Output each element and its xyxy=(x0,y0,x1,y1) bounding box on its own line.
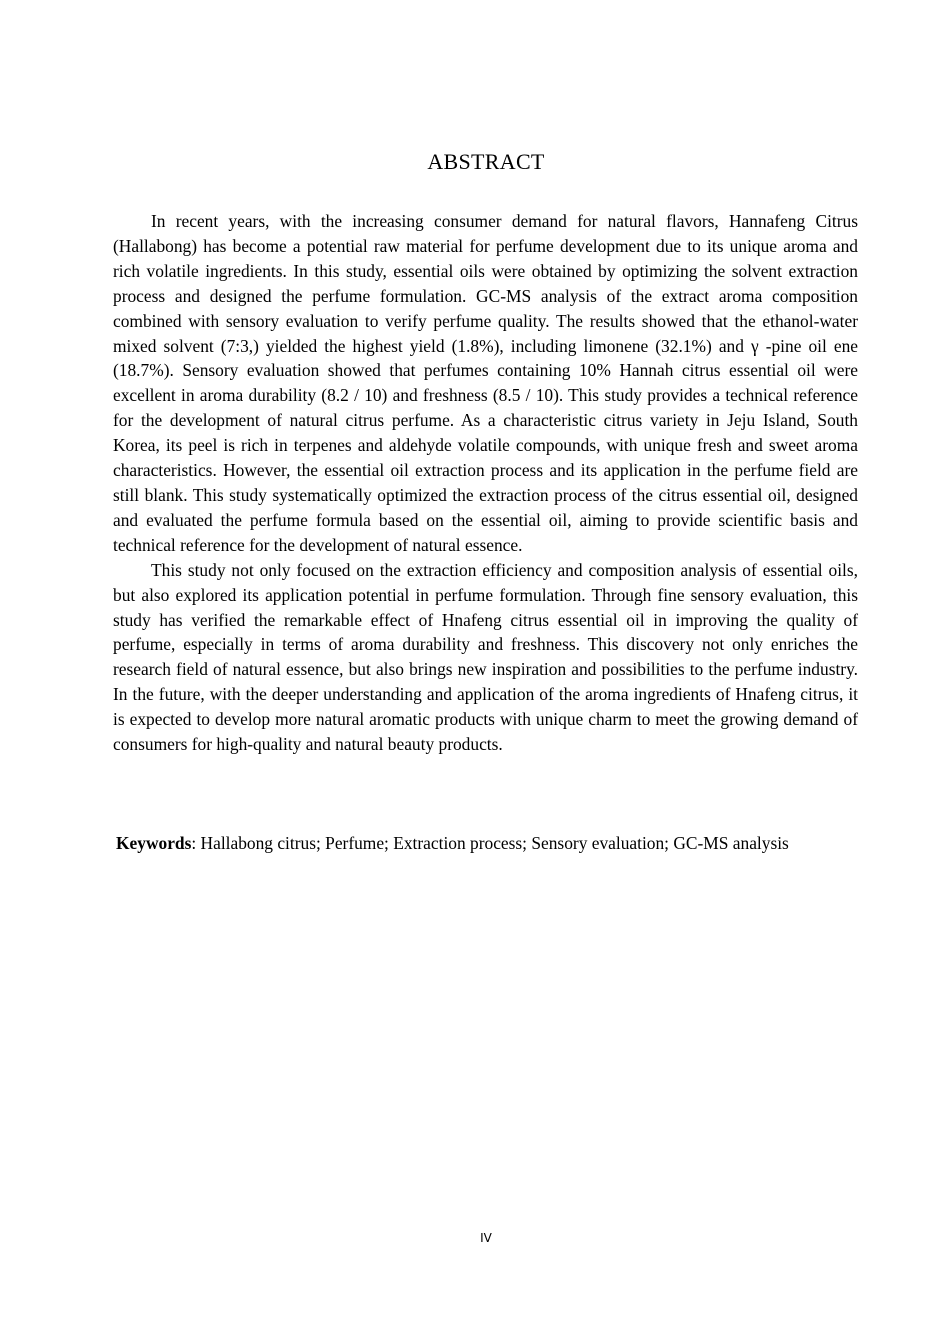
abstract-paragraph-2: This study not only focused on the extraction efficiency and composition analysis of essential oils, but also explored its application potential in perfume formulation. Through fine sensory evaluation, this study has verified the remarkable effect of Hnafeng citrus essential oil in improving the quality of perfume, especially in terms of aroma durability and freshness. This discovery not only enriches the research field of natural essence, but also brings new inspiration and possibilities to the perfume industry. In the future, with the deeper understanding and application of the aroma ingredients of Hnafeng citrus, it is expected to develop more natural aromatic products with unique charm to meet the growing demand of consumers for high-quality and natural beauty products. xyxy=(113,559,858,755)
abstract-paragraph-1: In recent years, with the increasing consumer demand for natural flavors, Hannafeng Citrus (Hallabong) has become a potential raw material for perfume development due to its unique aroma and rich volatile ingredients. In this study, essential oils were obtained by optimizing the solvent extraction process and designed the perfume formulation. GC-MS analysis of the extract aroma composition combined with sensory evaluation to verify perfume quality. The results showed that the ethanol-water mixed solvent (7:3,) yielded the highest yield (1.8%), including limonene (32.1%) and γ -pine oil ene (18.7%). Sensory evaluation showed that perfumes containing 10% Hannah citrus essential oil were excellent in aroma durability (8.2 / 10) and freshness (8.5 / 10). This study provides a technical reference for the development of natural citrus perfume. As a characteristic citrus variety in Jeju Island, South Korea, its peel is rich in terpenes and aldehyde volatile compounds, with unique fresh and sweet aroma characteristics. However, the essential oil extraction process and its application in the perfume field are still blank. This study systematically optimized the extraction process of the citrus essential oil, designed and evaluated the perfume formula based on the essential oil, aiming to provide scientific basis and technical reference for the development of natural essence. xyxy=(113,211,858,555)
page-number: IV xyxy=(480,1231,492,1245)
keywords-label: Keywords xyxy=(116,833,192,853)
page-title: ABSTRACT xyxy=(427,149,545,174)
keywords-line xyxy=(116,831,876,855)
abstract-body xyxy=(113,209,858,757)
keywords-list: : Hallabong citrus; Perfume; Extraction process; Sensory evaluation; GC-MS analysis xyxy=(191,833,789,853)
